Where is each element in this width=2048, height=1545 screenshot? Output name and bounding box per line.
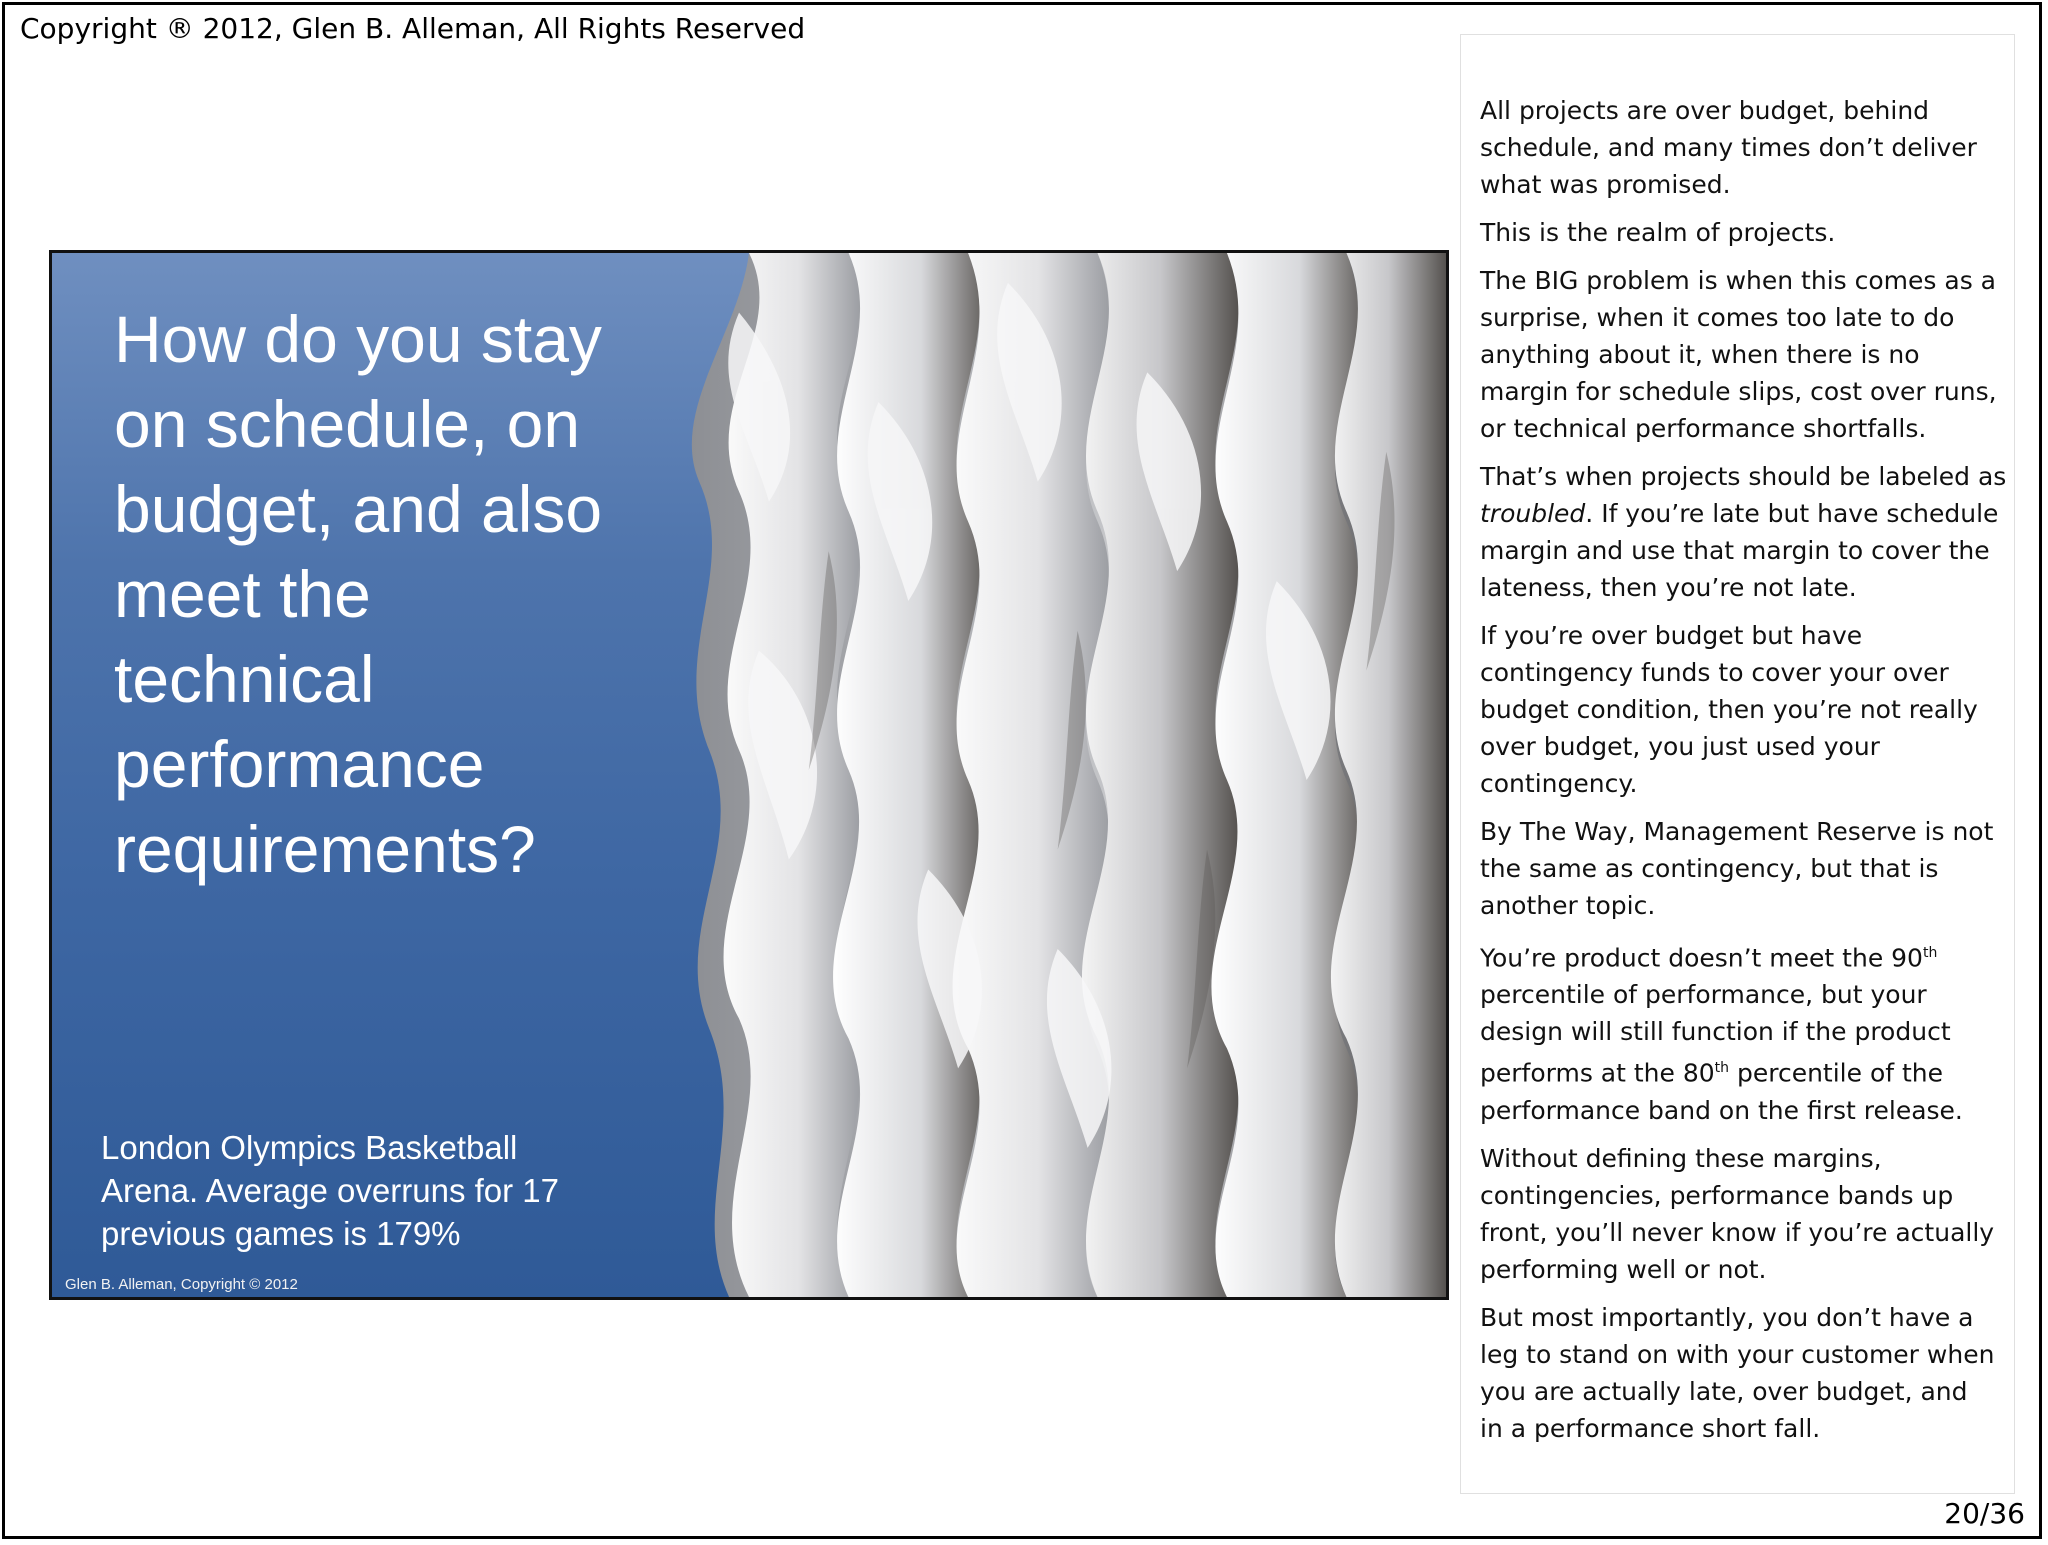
slide-title-line: budget, and also: [114, 472, 603, 546]
notes-text: [1480, 92, 2005, 1458]
notes-line: [1480, 935, 2005, 976]
notes-line: That’s when projects should be labeled as: [1480, 462, 2007, 491]
notes-paragraph: [1480, 617, 2005, 802]
notes-line-text: You’re product doesn’t meet the 90: [1480, 943, 1923, 973]
notes-line: another topic.: [1480, 891, 1656, 920]
notes-line: what was promised.: [1480, 170, 1731, 199]
notes-line: If you’re over budget but have: [1480, 621, 1863, 650]
notes-paragraph: [1480, 813, 2005, 924]
notes-line: margin and use that margin to cover the: [1480, 536, 1990, 565]
notes-line: in a performance short fall.: [1480, 1413, 1821, 1443]
slide-title: [114, 297, 734, 892]
slide-title-line: meet the: [114, 557, 371, 631]
notes-superscript: th: [1714, 1060, 1730, 1077]
notes-line: performance band on the first release.: [1480, 1095, 1963, 1125]
slide-title-line: requirements?: [114, 812, 536, 886]
notes-line: surprise, when it comes too late to do: [1480, 303, 1955, 332]
notes-line-rest: . If you’re late but have schedule: [1585, 499, 1999, 528]
notes-line: contingencies, performance bands up: [1480, 1180, 1954, 1210]
notes-line: lateness, then you’re not late.: [1480, 573, 1857, 602]
notes-paragraph: [1480, 92, 2005, 203]
notes-line: The BIG problem is when this comes as a: [1480, 266, 1996, 295]
notes-line: contingency.: [1480, 769, 1638, 798]
notes-line: over budget, you just used your: [1480, 732, 1880, 761]
notes-line-text: performs at the 80: [1480, 1058, 1715, 1088]
slide-title-line: technical: [114, 642, 375, 716]
notes-line: [1480, 495, 2005, 532]
notes-italic-word: troubled: [1480, 499, 1586, 528]
slide-caption-line: previous games is 179%: [101, 1215, 461, 1252]
notes-line: This is the realm of projects.: [1480, 218, 1836, 247]
notes-line: [1480, 1050, 2005, 1091]
notes-line: percentile of performance, but your: [1480, 980, 1927, 1010]
page-number: 20/36: [1944, 1497, 2025, 1530]
copyright-header: Copyright ® 2012, Glen B. Alleman, All Rights Reserved: [20, 12, 806, 45]
slide-title-line: on schedule, on: [114, 387, 581, 461]
notes-line: front, you’ll never know if you’re actually: [1480, 1217, 1995, 1247]
notes-line: design will still function if the product: [1480, 1017, 1951, 1047]
slide-caption: [101, 1126, 701, 1255]
notes-paragraph: [1480, 935, 2005, 1129]
notes-line: anything about it, when there is no: [1480, 340, 1920, 369]
notes-line-text: percentile of the: [1729, 1058, 1944, 1088]
notes-line: you are actually late, over budget, and: [1480, 1376, 1968, 1406]
notes-paragraph: [1480, 262, 2005, 447]
notes-paragraph: [1480, 1299, 2005, 1447]
notes-superscript: th: [1922, 945, 1938, 961]
notes-line: leg to stand on with your customer when: [1480, 1339, 1995, 1369]
notes-line: margin for schedule slips, cost over runs,: [1480, 377, 1997, 406]
slide-title-line: performance: [114, 727, 485, 801]
slide-caption-line: Arena. Average overruns for 17: [101, 1172, 560, 1209]
slide-image: [49, 250, 1449, 1300]
notes-line: performing well or not.: [1480, 1254, 1767, 1284]
notes-line: But most importantly, you don’t have a: [1480, 1302, 1974, 1332]
notes-paragraph: [1480, 458, 2005, 606]
slide-title-line: How do you stay: [114, 302, 602, 376]
notes-line: budget condition, then you’re not really: [1480, 695, 1978, 724]
notes-line: or technical performance shortfalls.: [1480, 414, 1927, 443]
notes-paragraph: [1480, 214, 2005, 251]
notes-line: the same as contingency, but that is: [1480, 854, 1939, 883]
slide-footer: Glen B. Alleman, Copyright © 2012: [65, 1276, 298, 1293]
notes-line: Without defining these margins,: [1480, 1143, 1882, 1173]
notes-line: By The Way, Management Reserve is not: [1480, 817, 1994, 846]
notes-line: All projects are over budget, behind: [1480, 96, 1930, 125]
notes-line: contingency funds to cover your over: [1480, 658, 1949, 687]
notes-line: schedule, and many times don’t deliver: [1480, 133, 1977, 162]
notes-paragraph: [1480, 1140, 2005, 1288]
slide-caption-line: London Olympics Basketball: [101, 1129, 518, 1166]
